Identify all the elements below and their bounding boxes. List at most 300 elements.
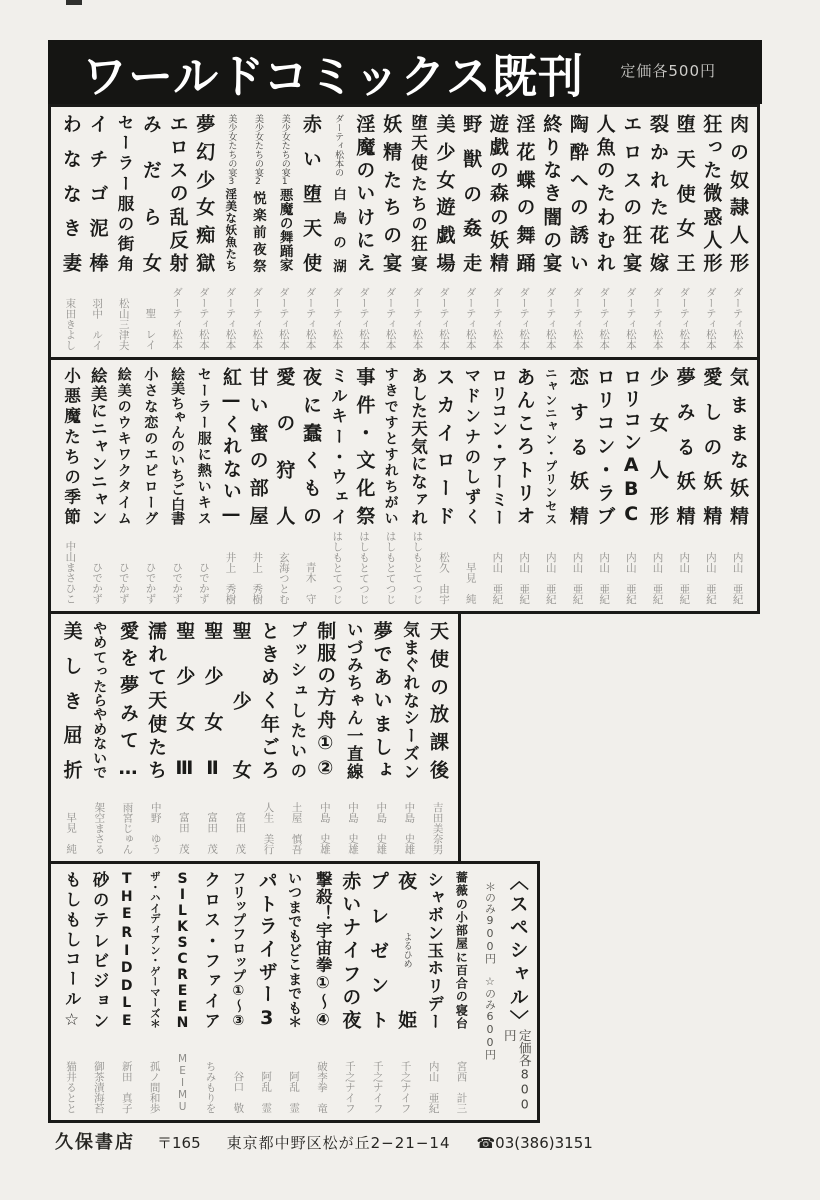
- entry-author: ダーティ松本: [197, 287, 210, 350]
- title-char: ま: [286, 899, 303, 914]
- title-char: ま: [727, 422, 750, 442]
- entry-title: [173, 621, 196, 779]
- title-char: ー: [114, 174, 134, 192]
- title-char: の: [115, 399, 132, 413]
- title-char: 狂: [620, 225, 643, 245]
- title-char: の: [427, 676, 450, 696]
- catalog-entry: [351, 367, 378, 604]
- title-char: フ: [230, 871, 247, 885]
- title-char: 天: [408, 134, 428, 151]
- title-char: ニ: [88, 473, 108, 490]
- title-char: ピ: [142, 463, 159, 477]
- catalog-entry: [475, 871, 503, 1113]
- catalog-entry: [271, 114, 298, 350]
- title-char: ナ: [461, 427, 481, 445]
- title-char: 人: [273, 505, 296, 525]
- title-char: 走: [460, 253, 483, 272]
- title-char: ペ: [506, 917, 529, 937]
- entry-author: ちみもりを: [204, 1060, 217, 1113]
- catalog-entry: [537, 114, 564, 350]
- title-char: 白: [169, 496, 186, 511]
- title-char: に: [300, 394, 323, 414]
- entry-author: ダーティ松本: [624, 287, 637, 350]
- title-char: ま: [727, 394, 750, 414]
- title-char: セ: [195, 367, 212, 381]
- title-char: 小: [454, 910, 469, 923]
- title-char: 小: [61, 367, 81, 384]
- title-char: 一: [344, 727, 364, 744]
- title-char: ッ: [230, 955, 247, 969]
- title-char: 女: [433, 169, 456, 189]
- title-char: ン: [488, 420, 508, 437]
- title-char: 森: [486, 183, 509, 203]
- catalog-entry: [431, 114, 458, 350]
- title-char: に: [454, 950, 469, 963]
- entry-series-prefix: 美少女たちの宴1: [279, 114, 290, 187]
- title-char: リ: [488, 384, 508, 402]
- title-char: ジ: [90, 972, 110, 989]
- title-char: し: [60, 655, 83, 675]
- title-char: ィ: [148, 923, 161, 935]
- title-char: 〉: [506, 1009, 529, 1029]
- title-char: 精: [380, 141, 403, 161]
- title-char: な: [540, 160, 563, 180]
- title-char: 楽: [249, 207, 266, 221]
- title-char: 遊: [433, 197, 456, 217]
- title-char: ち: [224, 260, 239, 272]
- title-char: ち: [61, 447, 81, 465]
- title-char: 妖: [380, 114, 403, 133]
- title-char: す: [382, 367, 399, 381]
- title-char: ス: [433, 367, 456, 386]
- entry-author: ひでかず: [117, 562, 130, 604]
- publisher-footer: [55, 1128, 755, 1154]
- title-char: 少: [433, 141, 456, 161]
- title-char: 人: [727, 225, 750, 245]
- title-char: ニ: [543, 367, 558, 379]
- title-char: 季: [61, 488, 81, 505]
- title-char: 堕: [673, 114, 696, 133]
- title-char: み: [344, 656, 364, 673]
- title-char: な: [400, 691, 420, 709]
- entry-author: 内山 亜紀: [427, 1060, 440, 1113]
- entry-author: 聖 レイ: [144, 308, 157, 350]
- title-char: 狂: [700, 114, 723, 133]
- title-char: 淫: [353, 114, 376, 133]
- title-char: っ: [91, 664, 108, 679]
- title-char: 女: [193, 197, 216, 217]
- title-char: 服: [114, 194, 134, 212]
- title-char: 撃: [313, 871, 333, 888]
- title-char: た: [646, 197, 669, 217]
- entry-author: 阿乱 霊: [260, 1071, 273, 1113]
- title-char: ア: [488, 455, 508, 472]
- entry-author: ダーティ松本: [411, 287, 424, 350]
- title-char: あ: [408, 367, 428, 384]
- catalog-entry: [671, 114, 698, 350]
- title-char: ③: [230, 1013, 247, 1029]
- title-char: 〈: [506, 871, 529, 890]
- title-char: ー: [488, 508, 508, 525]
- entry-author: 内山 亜紀: [571, 551, 584, 604]
- title-char: で: [370, 644, 393, 664]
- catalog-entry: [164, 367, 191, 604]
- title-char: れ: [400, 674, 420, 691]
- title-char: ア: [201, 1012, 221, 1029]
- catalog-entry: [271, 367, 298, 604]
- title-char: 遊: [486, 114, 509, 133]
- catalog-entry: [57, 621, 85, 854]
- title-char: カ: [433, 394, 456, 414]
- title-char: 舞: [276, 230, 293, 244]
- entry-title: [117, 367, 131, 525]
- header-bar: [48, 40, 762, 104]
- title-char: 湖: [329, 258, 346, 272]
- title-char: 玉: [424, 941, 444, 959]
- title-char: 線: [344, 762, 364, 779]
- entry-title: [545, 367, 557, 525]
- title-char: プ: [230, 969, 247, 983]
- entry-author: 架空まさる: [93, 801, 106, 854]
- title-char: フ: [201, 951, 221, 969]
- entry-author: 千之ナイフ: [399, 1060, 412, 1113]
- entry-author: 玄海つとむ: [277, 551, 290, 604]
- title-char: 角: [114, 255, 134, 272]
- title-char: 女: [139, 252, 162, 272]
- scan-artifact-mark: [66, 0, 82, 5]
- title-char: あ: [513, 367, 536, 386]
- title-char: ゼ: [367, 940, 390, 960]
- title-char: ナ: [339, 917, 362, 937]
- title-char: ャ: [88, 437, 108, 455]
- title-char: ラ: [593, 482, 616, 502]
- catalog-entry: [252, 871, 280, 1113]
- title-char: チ: [86, 148, 109, 168]
- title-char: レ: [90, 931, 110, 949]
- title-char: た: [287, 722, 307, 739]
- title-char: 天: [427, 621, 450, 640]
- title-char: 妖: [673, 471, 696, 491]
- entry-title: [727, 367, 750, 525]
- entry-title: [145, 621, 168, 779]
- entry-title: [143, 367, 157, 525]
- title-char: の: [314, 665, 337, 685]
- title-char: 宙: [313, 939, 333, 956]
- entry-author: ダーティ松本: [304, 287, 317, 350]
- entry-title: [287, 871, 301, 1029]
- entry-title: [193, 114, 216, 272]
- title-char: ロ: [620, 141, 643, 161]
- catalog-entry: [377, 114, 404, 350]
- title-char: 屋: [246, 505, 269, 525]
- entry-title: [395, 871, 418, 1029]
- title-char: ち: [145, 759, 168, 779]
- title-char: 蝶: [513, 169, 536, 189]
- title-char: ブ: [593, 505, 616, 525]
- title-char: ッ: [287, 641, 307, 658]
- title-char: ル: [62, 990, 82, 1007]
- title-char: な: [219, 458, 242, 478]
- entry-series-prefix: ダーティ松本の: [333, 114, 344, 177]
- entry-ruby: よるひめ: [401, 932, 412, 968]
- title-char: し: [62, 930, 82, 948]
- catalog-entry: [671, 367, 698, 604]
- catalog-entry: [57, 367, 84, 604]
- title-char: リ: [513, 482, 536, 502]
- title-char: 精: [700, 506, 723, 525]
- title-char: 書: [169, 510, 186, 525]
- title-char: K: [174, 919, 191, 935]
- title-char: し: [370, 736, 393, 756]
- entry-author: 千之ナイフ: [343, 1060, 356, 1113]
- title-char: 天: [300, 218, 323, 238]
- title-char: ー: [195, 415, 212, 429]
- entry-title: [515, 114, 534, 272]
- title-char: ま: [370, 713, 393, 733]
- title-char: い: [353, 183, 376, 203]
- title-char: ラ: [255, 916, 278, 936]
- title-char: ン: [543, 393, 558, 406]
- catalog-entry: [297, 114, 324, 350]
- entry-title: [170, 367, 184, 525]
- title-char: ザ: [148, 871, 161, 882]
- title-char: の: [166, 183, 189, 203]
- title-char: 甘: [246, 367, 269, 386]
- title-char: E: [118, 906, 135, 923]
- title-char: の: [700, 436, 723, 456]
- title-char: 踊: [276, 244, 293, 258]
- title-char: 裂: [646, 114, 669, 133]
- title-char: キ: [115, 431, 132, 445]
- entry-title: [595, 114, 614, 272]
- title-char: 赤: [300, 114, 323, 133]
- entry-title: [231, 621, 250, 779]
- title-char: ょ: [370, 759, 393, 779]
- title-char: も: [286, 928, 303, 943]
- title-char: す: [382, 447, 399, 461]
- catalog-entry: [244, 367, 271, 604]
- title-char: 踊: [513, 252, 536, 272]
- title-char: H: [118, 888, 135, 905]
- title-char: ズ: [148, 1007, 161, 1019]
- entry-title: [120, 871, 134, 1029]
- entry-title: [401, 621, 418, 779]
- title-char: 薔: [454, 871, 469, 883]
- catalog-entry: [324, 367, 351, 604]
- title-char: ク: [115, 463, 132, 477]
- title-char: い: [300, 148, 323, 168]
- title-char: S: [174, 935, 191, 951]
- title-char: ド: [461, 387, 481, 404]
- title-char: い: [339, 894, 362, 914]
- entry-author: ダーティ松本: [704, 287, 717, 350]
- entry-author: 内山 亜紀: [491, 551, 504, 604]
- title-char: 陶: [566, 114, 589, 133]
- catalog-entry: [617, 367, 644, 604]
- title-char: ボ: [424, 906, 444, 923]
- entry-title: [288, 621, 305, 779]
- section-special: [48, 861, 540, 1123]
- title-char: 射: [166, 252, 189, 272]
- title-char: ス: [195, 511, 212, 525]
- title-char: ち: [408, 194, 428, 212]
- title-char: の: [454, 897, 469, 910]
- catalog-entry: [537, 367, 564, 604]
- entry-series-prefix: 美少女たちの宴3: [226, 114, 237, 187]
- title-char: ゃ: [169, 410, 186, 425]
- title-char: リ: [543, 473, 558, 486]
- title-char: 夢: [673, 367, 696, 386]
- title-char: 夢: [116, 675, 139, 695]
- title-char: ぐ: [400, 656, 420, 673]
- title-char: れ: [145, 644, 168, 664]
- title-char: コ: [593, 413, 616, 433]
- catalog-entry: [457, 114, 484, 350]
- catalog-entry: [404, 114, 431, 350]
- title-char: シ: [424, 871, 444, 888]
- title-char: だ: [139, 160, 162, 180]
- title-char: い: [370, 690, 393, 710]
- entry-title: [433, 367, 456, 525]
- title-char: さ: [142, 383, 159, 397]
- title-char: 絵: [169, 367, 186, 381]
- title-char: こ: [513, 413, 536, 433]
- title-char: ン: [620, 431, 643, 451]
- entry-title: [384, 367, 398, 525]
- title-char: コ: [62, 950, 82, 967]
- title-char: 隷: [727, 197, 750, 217]
- entry-title: [433, 114, 456, 272]
- catalog-entry: [170, 621, 198, 854]
- entry-title: [330, 114, 344, 272]
- title-char: へ: [566, 169, 589, 189]
- section-seishojo: [48, 611, 461, 864]
- title-char: ン: [461, 407, 481, 424]
- entry-author: 松久 由宇: [438, 551, 450, 604]
- title-char: 妖: [700, 471, 723, 491]
- entry-author: ダーティ松本: [678, 287, 691, 350]
- title-char: ザ: [255, 961, 278, 981]
- entry-author: ひでかず: [144, 562, 157, 604]
- title-char: プ: [543, 459, 558, 472]
- entry-title: [92, 621, 106, 779]
- entry-title: [314, 621, 337, 779]
- title-char: 形: [646, 505, 669, 525]
- title-char: ュ: [287, 681, 307, 699]
- title-char: S: [174, 871, 191, 887]
- title-char: 絵: [115, 367, 132, 381]
- title-char: ま: [286, 971, 303, 986]
- entry-author: 中野 ゆう: [149, 801, 162, 854]
- title-char: マ: [461, 367, 481, 384]
- catalog-entry: [511, 367, 538, 604]
- title-char: の: [461, 447, 481, 465]
- title-char: 美: [88, 384, 108, 402]
- catalog-entry: [142, 621, 170, 854]
- title-char: 制: [314, 621, 337, 640]
- price-note: 定価各500円: [620, 62, 716, 80]
- title-char: ス: [201, 911, 221, 928]
- title-char: い: [195, 479, 212, 493]
- title-char: L: [118, 995, 135, 1012]
- catalog-entry: [724, 114, 751, 350]
- title-char: も: [286, 1000, 303, 1015]
- title-char: ん: [513, 390, 536, 410]
- title-char: ご: [257, 736, 280, 756]
- entry-author: ダーティ松本: [651, 287, 664, 350]
- title-char: —: [219, 502, 242, 525]
- title-char: 姫: [395, 1010, 418, 1029]
- title-char: イ: [339, 940, 362, 960]
- title-char: ・: [353, 422, 376, 442]
- entry-author: 中島 史雄: [318, 801, 331, 854]
- catalog-entry: [364, 871, 392, 1113]
- title-char: 淫: [513, 114, 536, 133]
- entry-author: 富田 茂: [177, 812, 190, 854]
- title-char: ラ: [195, 399, 212, 413]
- title-char: わ: [593, 206, 616, 226]
- title-char: T: [118, 871, 135, 887]
- title-char: 悪: [276, 187, 293, 202]
- title-char: 妖: [486, 229, 509, 249]
- title-char: 闇: [540, 206, 563, 226]
- title-char: 少: [201, 666, 224, 686]
- title-char: ム: [115, 511, 132, 525]
- title-char: に: [353, 229, 376, 249]
- title-char: ロ: [488, 367, 508, 384]
- title-char: も: [62, 910, 82, 928]
- title-char: 夜: [249, 241, 266, 255]
- entry-title: [648, 114, 667, 272]
- entry-author: 中山まさひこ: [64, 541, 77, 604]
- title-char: 気: [408, 437, 428, 455]
- title-char: リ: [230, 885, 247, 899]
- entry-author: 内山 亜紀: [518, 551, 531, 604]
- section-uchiyama-others: [48, 357, 760, 614]
- publisher-name: 久保書店: [55, 1132, 135, 1153]
- title-char: セ: [543, 499, 558, 512]
- title-char: B: [620, 478, 643, 501]
- entry-title: [231, 871, 245, 1029]
- entry-author: 早見 純: [464, 562, 477, 604]
- title-char: ン: [148, 944, 161, 956]
- title-char: 人: [700, 229, 723, 249]
- catalog-entry: [141, 871, 169, 1113]
- entry-author: 千之ナイフ: [371, 1060, 384, 1113]
- title-char: く: [300, 450, 323, 470]
- entry-title: [515, 367, 534, 525]
- title-char: か: [646, 141, 669, 161]
- title-char: ー: [328, 427, 348, 445]
- title-char: 悦: [249, 190, 266, 204]
- title-char: な: [59, 183, 82, 203]
- entry-author: ダーティ松本: [544, 287, 557, 350]
- title-char: や: [91, 621, 108, 635]
- title-char: デ: [424, 994, 444, 1012]
- title-char: て: [145, 667, 168, 687]
- catalog-entry: [283, 621, 311, 854]
- title-char: ャ: [543, 420, 558, 433]
- title-char: い: [219, 480, 242, 500]
- title-char: 薇: [454, 884, 469, 897]
- title-char: ビ: [90, 951, 110, 969]
- entry-author: ダーティ松本: [331, 287, 344, 350]
- entry-title: [89, 367, 106, 525]
- title-char: き: [382, 383, 399, 397]
- title-char: な: [91, 736, 108, 751]
- title-char: く: [219, 414, 242, 434]
- title-char: た: [61, 427, 81, 445]
